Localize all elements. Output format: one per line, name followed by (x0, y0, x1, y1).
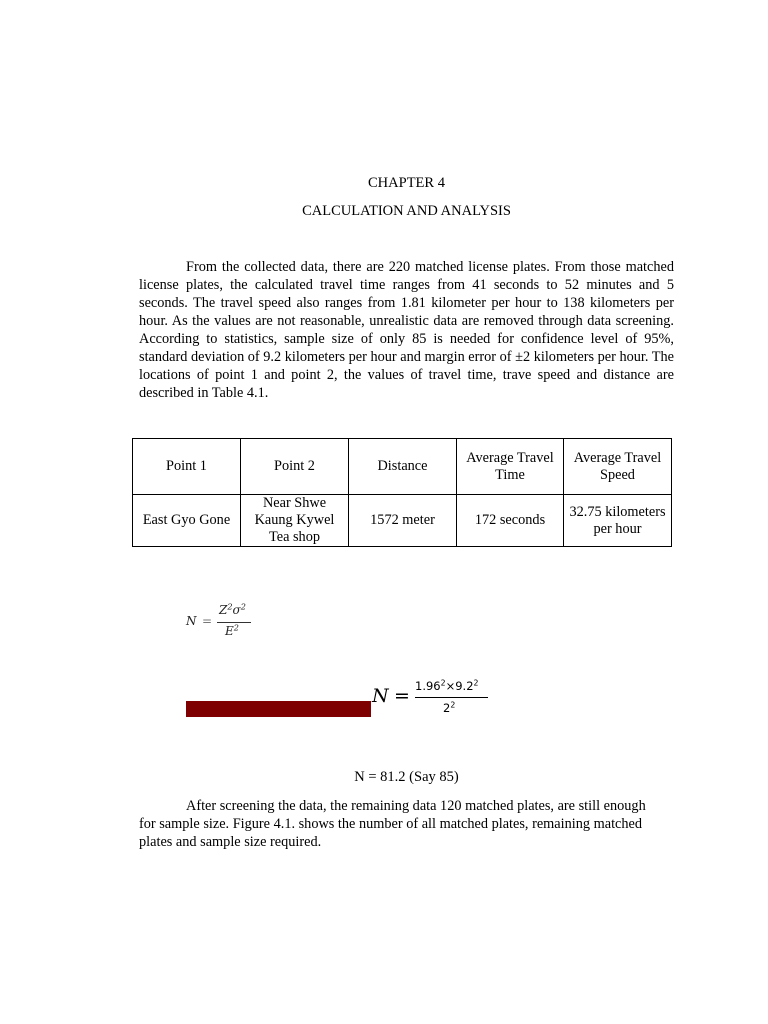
formula-equals: = (394, 685, 410, 707)
formula-equals: = (202, 614, 213, 628)
closing-paragraph-text: After screening the data, the remaining data 120 matched plates, are still enough for sample size. Figure 4.1. shows the number of all matched plates, remaining matched plates and sample size required. (139, 798, 646, 850)
table-header-row (133, 439, 672, 495)
formula-denominator: $E^2$ (225, 622, 239, 638)
intro-paragraph (139, 258, 674, 402)
closing-paragraph (139, 797, 649, 851)
formula-numerator: $1.96^2\times 9.2^2$ (415, 678, 479, 693)
table-header-cell: Point 2 (241, 439, 349, 495)
table-row (133, 495, 672, 547)
table-cell: 1572 meter (349, 495, 457, 547)
table-header-cell: Point 1 (133, 439, 241, 495)
formula-lhs: N (186, 614, 197, 628)
formula-result: N = 81.2 (Say 85) (354, 769, 459, 785)
formula-lhs: N (372, 685, 389, 707)
table-header-cell: Distance (349, 439, 457, 495)
table-header-cell: Average Travel Time (457, 439, 564, 495)
formula-numerator: $Z^2\sigma^2$ (219, 601, 246, 617)
formula-denominator: $2^2$ (443, 700, 456, 715)
chapter-heading: CHAPTER 4 (368, 175, 445, 191)
table-cell: 172 seconds (457, 495, 564, 547)
table-cell: East Gyo Gone (133, 495, 241, 547)
table-header-cell: Average Travel Speed (564, 439, 672, 495)
redaction-bar (186, 701, 371, 717)
intro-paragraph-text: From the collected data, there are 220 matched license plates. From those matched license plates, the calculated travel time ranges from 41 seconds to 52 minutes and 5 seconds. The travel speed also ranges from 1.81 kilometer per hour to 138 kilometers per hour. As the values are not reasonable, unrealistic data are removed through data screening. According to statistics, sample size of only 85 is needed for confidence level of 95%, standard deviation of 9.2 kilometers per hour and margin error of ±2 kilometers per hour. The locations of point 1 and point 2, the values of travel time, trave speed and distance are described in Table 4.1. (139, 259, 674, 401)
table-cell: Near Shwe Kaung Kywel Tea shop (241, 495, 349, 547)
data-table (132, 438, 672, 547)
table-cell: 32.75 kilometers per hour (564, 495, 672, 547)
fraction-bar (415, 697, 488, 698)
chapter-title: CALCULATION AND ANALYSIS (302, 203, 511, 219)
